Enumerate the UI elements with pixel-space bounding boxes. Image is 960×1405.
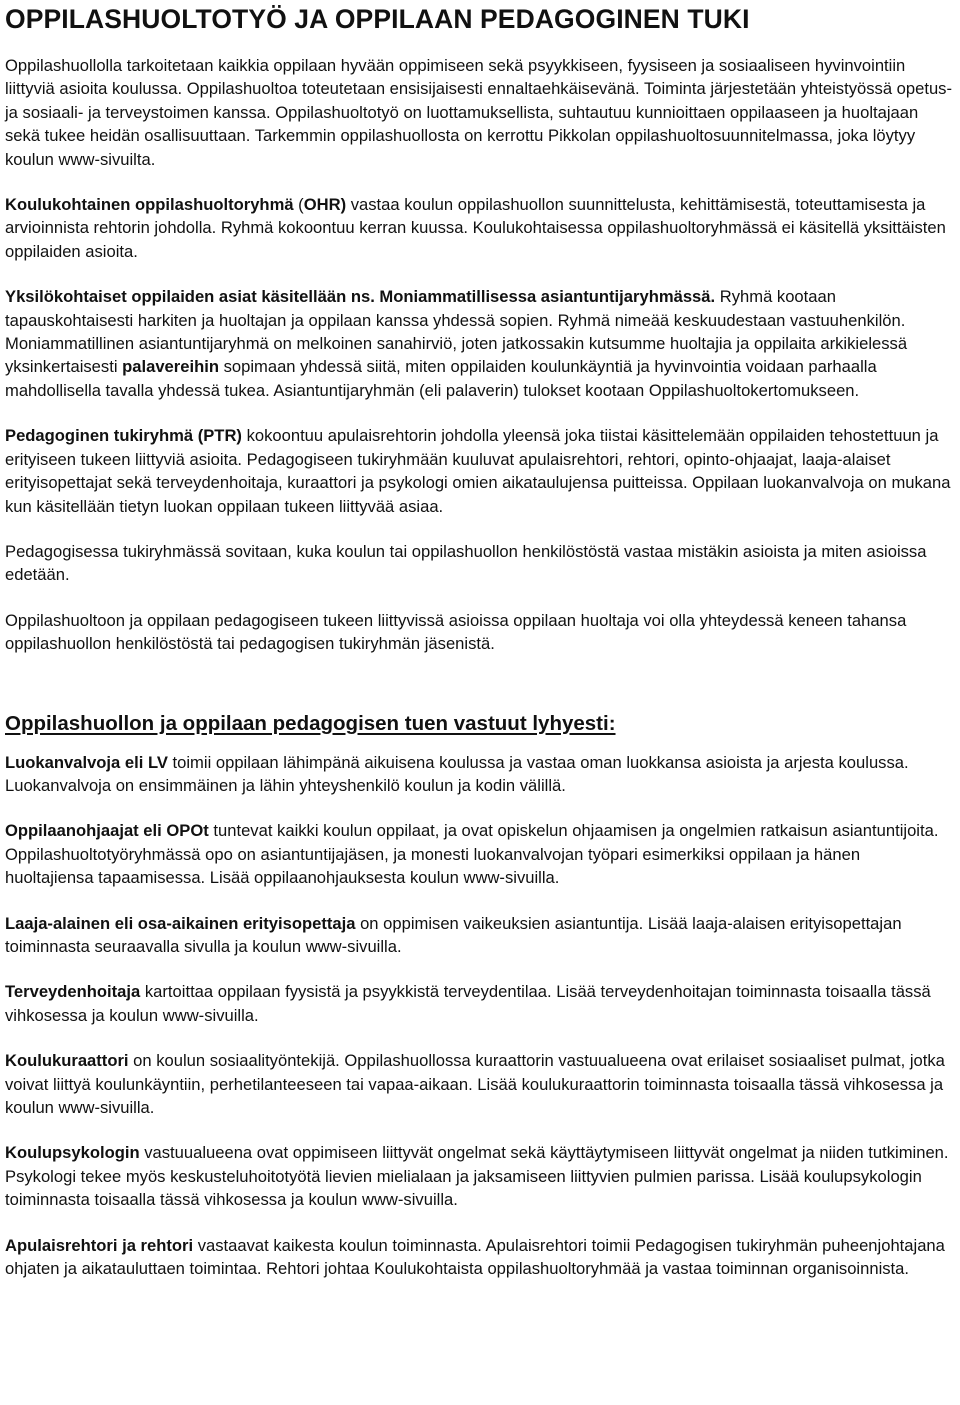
role-paragraph: Laaja-alainen eli osa-aikainen erityisopettaja on oppimisen vaikeuksien asiantuntija. Lisää laaja-alaisen erityisopettajan toiminnasta seuraavalla sivulla ja koulun www-sivuilla. <box>5 913 902 956</box>
ohr-paragraph: Koulukohtainen oppilashuoltoryhmä (OHR) vastaa koulun oppilashuollon suunnittelusta, kehittämisestä, toteuttamisesta ja arvioinnista rehtorin johdolla. Ryhmä kokoontuu kerran kuussa. Koulukohtaisessa oppilashuoltoryhmässä ei käsitellä yksittäisten oppilaiden asioita. <box>5 195 946 261</box>
ptr-paragraph: Pedagoginen tukiryhmä (PTR) kokoontuu apulaisrehtorin johdolla yleensä joka tiistai käsittelemään oppilaiden tehostettuun ja erityiseen tukeen liittyviä asioita. Pedagogiseen tukiryhmään kuuluvat apulaisrehtori, rehtori, opinto-ohjaajat, laaja-alaiset erityisopettajat sekä terveydenhoitaja, kuraattori ja psykologi omien aikataulujensa puitteissa. Oppilaan luokanvalvoja on mukana kun käsitellään tietyn luokan oppilaan tukeen liittyvää asiaa. <box>5 426 951 516</box>
section-subtitle: Oppilashuollon ja oppilaan pedagogisen tuen vastuut lyhyesti: <box>5 711 616 735</box>
roles-list <box>5 751 953 1281</box>
yksilo-term: Yksilökohtaiset oppilaiden asiat käsitellään ns. Moniammatillisessa asiantuntijaryhmässä. <box>5 287 716 307</box>
role-paragraph: Terveydenhoitaja kartoittaa oppilaan fyysistä ja psyykkistä terveydentilaa. Lisää terveydenhoitajan toiminnasta toisaalla tässä vihkosessa ja koulun www-sivuilla. <box>5 982 931 1025</box>
role-term: Luokanvalvoja eli LV <box>5 752 168 772</box>
role-term: Koulupsykologin <box>5 1143 140 1163</box>
role-paragraph: Koulupsykologin vastuualueena ovat oppimiseen liittyvät ongelmat sekä käyttäytymiseen liittyvät ongelmat ja niiden tutkiminen. Psykologi tekee myös keskusteluhoitotyötä lievien mielialaan ja jaksamiseen liittyvien pulmien parissa. Lisää koulupsykologin toiminnasta toisaalla tässä vihkosessa ja koulun www-sivuilla. <box>5 1143 949 1210</box>
role-paragraph: Luokanvalvoja eli LV toimii oppilaan lähimpänä aikuisena koulussa ja vastaa oman luokkansa asioista ja arjesta koulussa. Luokanvalvoja on ensimmäinen ja lähin yhteyshenkilö koulun ja kodin välillä. <box>5 752 909 795</box>
intro-paragraph: Oppilashuollolla tarkoitetaan kaikkia oppilaan hyvään oppimiseen sekä psyykkiseen, fyysiseen ja sosiaaliseen hyvinvointiin liittyviä asioita koulussa. Oppilashuoltoa toteutetaan ensisijaisesti ennaltaehkäisevänä. Toiminta järjestetään yhteistyössä opetus- ja sosiaali- ja terveystoimen kanssa. Oppilashuoltotyö on luottamuksellista, suhtautuu kunnioittaen oppilaaseen ja huoltajaan sekä tukee heidän osallisuuttaan. Tarkemmin oppilashuollosta on kerrottu Pikkolan oppilashuoltosuunnitelmassa, joka löytyy koulun www-sivuilta. <box>5 56 953 169</box>
role-paragraph: Koulukuraattori on koulun sosiaalityöntekijä. Oppilashuollossa kuraattorin vastuualueena ovat erilaiset sosiaaliset pulmat, jotka voivat liittyä koulunkäyntiin, perhetilanteeseen tai vapaa-aikaan. Lisää koulukuraattorin toiminnasta toisaalla tässä vihkosessa ja koulun www-sivuilla. <box>5 1051 945 1117</box>
palaveri-term: palavereihin <box>122 357 219 377</box>
document-page <box>5 0 953 1280</box>
role-paragraph: Apulaisrehtori ja rehtori vastaavat kaikesta koulun toiminnasta. Apulaisrehtori toimii Pedagogisen tukiryhmän puheenjohtajana ohjaten ja aikatauluttaen toimintaa. Rehtori johtaa Koulukohtaista oppilashuoltoryhmää ja vastaa toiminnan organisoinnista. <box>5 1235 945 1279</box>
sovitaan-paragraph: Pedagogisessa tukiryhmässä sovitaan, kuka koulun tai oppilashuollon henkilöstöstä vastaa mistäkin asioista ja miten asioissa edetään. <box>5 541 927 585</box>
role-term: Apulaisrehtori ja rehtori <box>5 1235 194 1255</box>
page-title: OPPILASHUOLTOTYÖ JA OPPILAAN PEDAGOGINEN TUKI <box>5 4 750 34</box>
role-term: Koulukuraattori <box>5 1051 129 1071</box>
yksilo-paragraph: Yksilökohtaiset oppilaiden asiat käsitellään ns. Moniammatillisessa asiantuntijaryhmässä. Ryhmä kootaan tapauskohtaisesti harkiten ja huoltajan ja oppilaan kanssa yhdessä sopien. Ryhmä nimeää keskuudestaan vastuuhenkilön. Moniammatillinen asiantuntijaryhmä on melkoinen sanahirviö, joten jatkossakin kutsumme huoltajia ja oppilaita arkikielessä yksinkertaisesti palavereihin sopimaan yhdessä siitä, miten oppilaiden koulunkäyntiä ja hyvinvointia voidaan parhaalla mahdollisella tavalla yhdessä tukea. Asiantuntijaryhmän (eli palaverin) tulokset kootaan Oppilashuoltokertomukseen. <box>5 287 908 400</box>
role-term: Laaja-alainen eli osa-aikainen erityisopettaja <box>5 913 356 933</box>
yhteys-paragraph: Oppilashuoltoon ja oppilaan pedagogiseen tukeen liittyvissä asioissa oppilaan huoltaja voi olla yhteydessä keneen tahansa oppilashuollon henkilöstöstä tai pedagogisen tukiryhmän jäsenistä. <box>5 610 907 654</box>
role-term: Oppilaanohjaajat eli OPOt <box>5 821 209 841</box>
role-paragraph: Oppilaanohjaajat eli OPOt tuntevat kaikki koulun oppilaat, ja ovat opiskelun ohjaamisen ja ongelmien ratkaisun asiantuntijoita. Oppilashuoltotyöryhmässä opo on asiantuntijajäsen, ja monesti luokanvalvojan työpari esimerkiksi oppilaan ja hänen huoltajiensa tapaamisessa. Lisää oppilaanohjauksesta koulun www-sivuilla. <box>5 821 939 888</box>
ohr-term: Koulukohtainen oppilashuoltoryhmä <box>5 195 294 215</box>
ptr-term: Pedagoginen tukiryhmä (PTR) <box>5 426 242 446</box>
role-term: Terveydenhoitaja <box>5 982 141 1002</box>
ohr-abbr: OHR) <box>303 195 347 215</box>
